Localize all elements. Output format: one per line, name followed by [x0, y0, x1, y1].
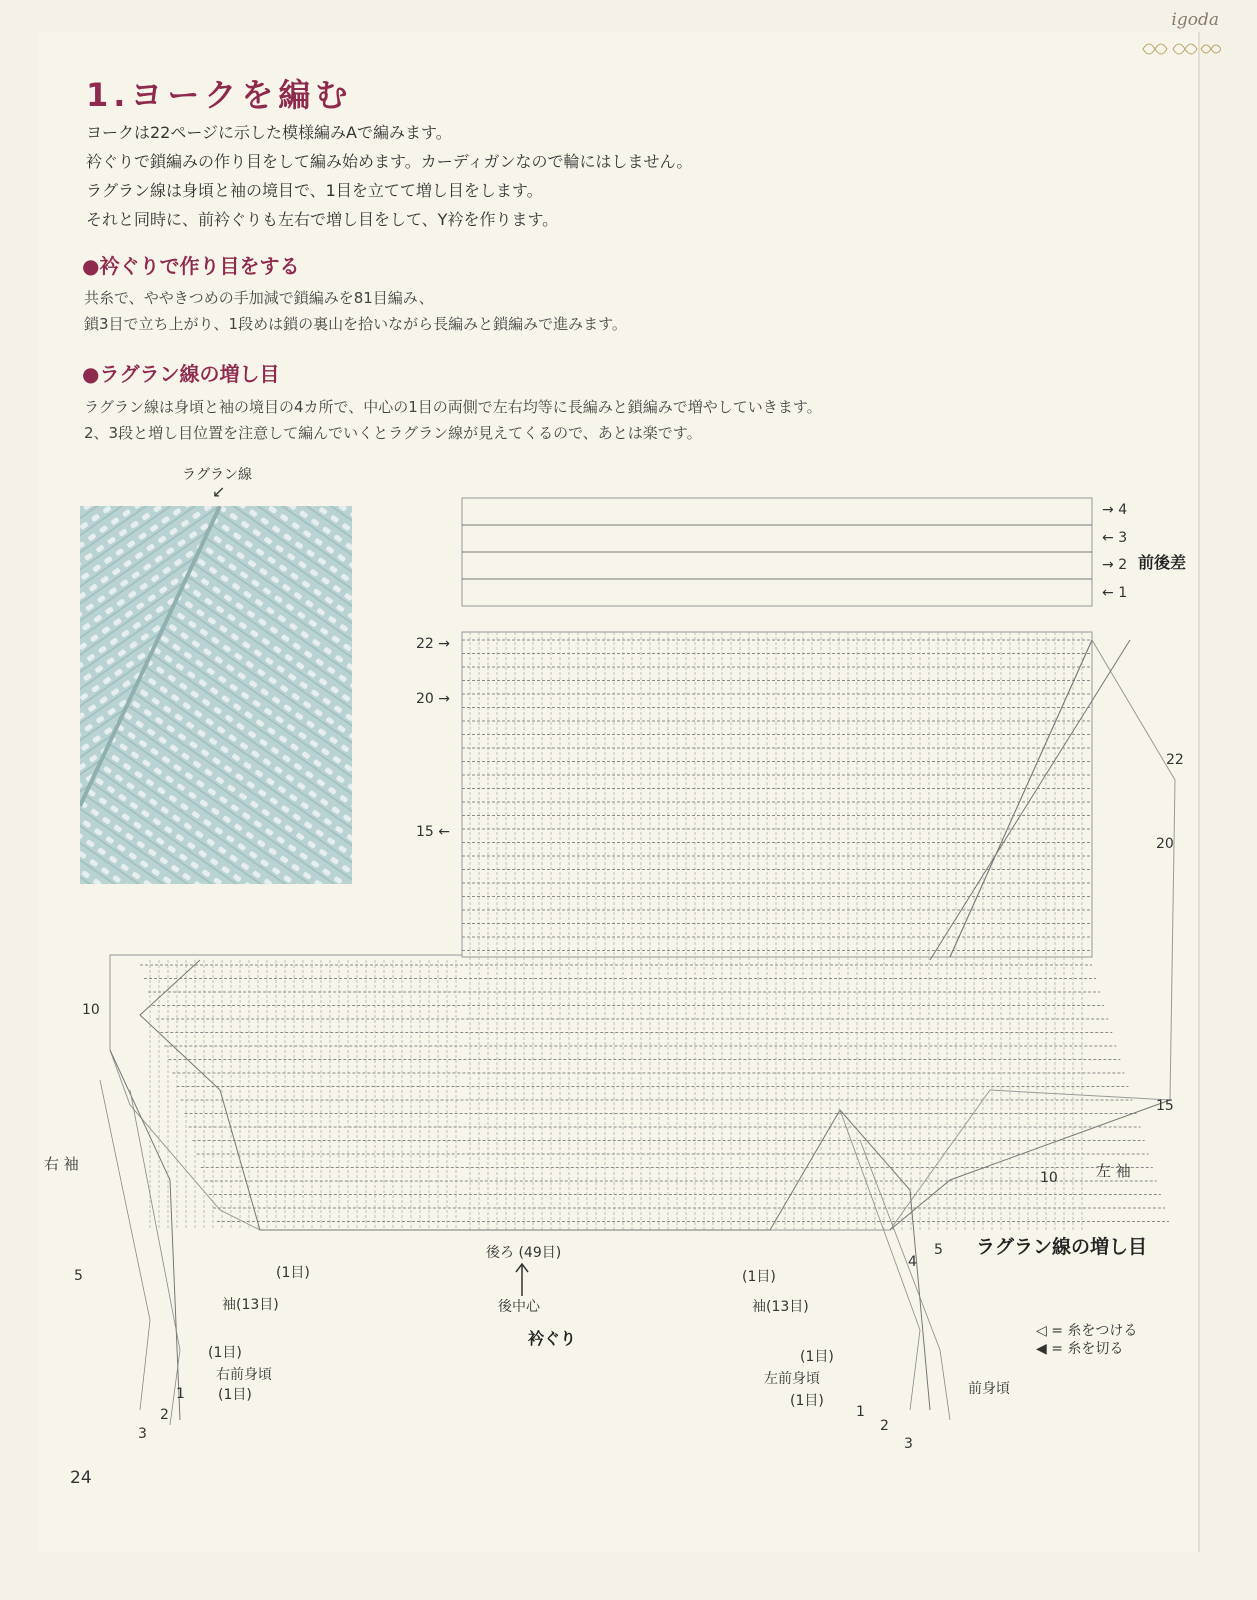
neckline-label: 衿ぐり	[528, 1329, 577, 1348]
left-sleeve-label: 左 袖	[1096, 1162, 1131, 1180]
one-stitch-label: (1目)	[208, 1345, 242, 1361]
intro-line: ラグラン線は身頃と袖の境目で、1目を立てて増し目をします。	[86, 181, 543, 200]
section-text-cast-on	[84, 285, 627, 337]
row-label: 15 ←	[416, 824, 451, 840]
section-line: 鎖3目で立ち上がり、1段めは鎖の裏山を拾いながら長編みと鎖編みで進みます。	[84, 315, 627, 333]
row-label-right: 2	[880, 1418, 889, 1434]
attach-yarn-icon: ◁	[1036, 1323, 1047, 1339]
row-label-right: 15	[1156, 1098, 1174, 1114]
left-front-label: 左前身頃	[764, 1371, 820, 1387]
legend-text: = 糸をつける	[1051, 1323, 1138, 1339]
row-label-right: 22	[1166, 752, 1184, 768]
row-label-right: 3	[904, 1436, 913, 1452]
intro-line: 衿ぐりで鎖編みの作り目をして編み始めます。カーディガンなので輪にはしません。	[86, 152, 693, 171]
diff-row-1: 1	[1118, 585, 1128, 601]
intro-line: それと同時に、前衿ぐりも左右で増し目をして、Y衿を作ります。	[86, 210, 559, 229]
front-back-diff-label: 前後差	[1138, 553, 1187, 572]
sleeve-stitch-count: 袖(13目)	[222, 1297, 279, 1313]
section-line: ラグラン線は身頃と袖の境目の4カ所で、中心の1目の両側で左右均等に長編みと鎖編みで増やしていきます。	[84, 398, 822, 416]
row-label-right: 1	[856, 1404, 865, 1420]
row-20: 20	[416, 691, 434, 707]
row-15: 15	[416, 824, 434, 840]
diff-row-3: 3	[1118, 530, 1128, 546]
photo-arrow-icon: ↙	[212, 482, 226, 501]
row-label-right: 20	[1156, 836, 1174, 852]
diff-row-2: 2	[1118, 557, 1128, 573]
legend	[1036, 1322, 1137, 1358]
page-number: 24	[70, 1468, 92, 1488]
row-label: 20 →	[416, 691, 451, 707]
section-text-raglan	[84, 394, 822, 446]
butterfly-decoration-icon	[1137, 36, 1221, 62]
legend-text: = 糸を切る	[1051, 1341, 1124, 1357]
row-label-right: 4	[908, 1254, 917, 1270]
section-heading-raglan: ●ラグラン線の増し目	[82, 362, 280, 386]
diff-row-label: → 4	[1102, 502, 1128, 518]
row-label-left: 5	[74, 1268, 83, 1284]
legend-item	[1036, 1340, 1137, 1358]
one-stitch-label: (1目)	[800, 1349, 834, 1365]
right-front-label: 右前身頃	[216, 1367, 272, 1383]
row-22: 22	[416, 636, 434, 652]
diff-row-4: 4	[1118, 502, 1128, 518]
diff-row-label: ← 3	[1102, 530, 1128, 546]
front-back-diff-block	[462, 498, 1092, 606]
row-label-left: 2	[160, 1407, 169, 1423]
row-label-left: 3	[138, 1426, 147, 1442]
legend-item	[1036, 1322, 1137, 1340]
one-stitch-label: (1目)	[276, 1265, 310, 1281]
intro-text	[86, 118, 692, 234]
row-label-right: 5	[934, 1242, 943, 1258]
one-stitch-label: (1目)	[790, 1393, 824, 1409]
diff-row-label: → 2	[1102, 557, 1128, 573]
section-line: 2、3段と増し目位置を注意して編んでいくとラグラン線が見えてくるので、あとは楽です。	[84, 424, 702, 442]
center-arrow-icon	[512, 1262, 532, 1298]
one-stitch-label: (1目)	[742, 1269, 776, 1285]
diff-row-label: ← 1	[1102, 585, 1128, 601]
row-label-left: 10	[82, 1002, 100, 1018]
sleeve-stitch-count: 袖(13目)	[752, 1299, 809, 1315]
row-label: 22 →	[416, 636, 451, 652]
row-label-left: 1	[176, 1386, 185, 1402]
cut-yarn-icon: ◀	[1036, 1341, 1047, 1357]
section-line: 共糸で、ややきつめの手加減で鎖編みを81目編み、	[84, 289, 434, 307]
center-back-label: 後中心	[498, 1299, 540, 1315]
intro-line: ヨークは22ページに示した模様編みAで編みます。	[86, 123, 452, 142]
photo-label: ラグラン線	[182, 467, 252, 483]
one-stitch-label: (1目)	[218, 1387, 252, 1403]
right-sleeve-label: 右 袖	[44, 1155, 79, 1173]
brand-logo: igoda	[1171, 10, 1219, 30]
row-label-right: 10	[1040, 1170, 1058, 1186]
front-body-label: 前身頃	[968, 1381, 1010, 1397]
page-title: 1.ヨークを編む	[86, 76, 353, 114]
sleeve-grid	[110, 640, 1175, 1230]
chart-title: ラグラン線の増し目	[976, 1236, 1148, 1258]
back-stitch-count: 後ろ (49目)	[486, 1245, 562, 1261]
section-heading-cast-on: ●衿ぐりで作り目をする	[82, 254, 300, 278]
